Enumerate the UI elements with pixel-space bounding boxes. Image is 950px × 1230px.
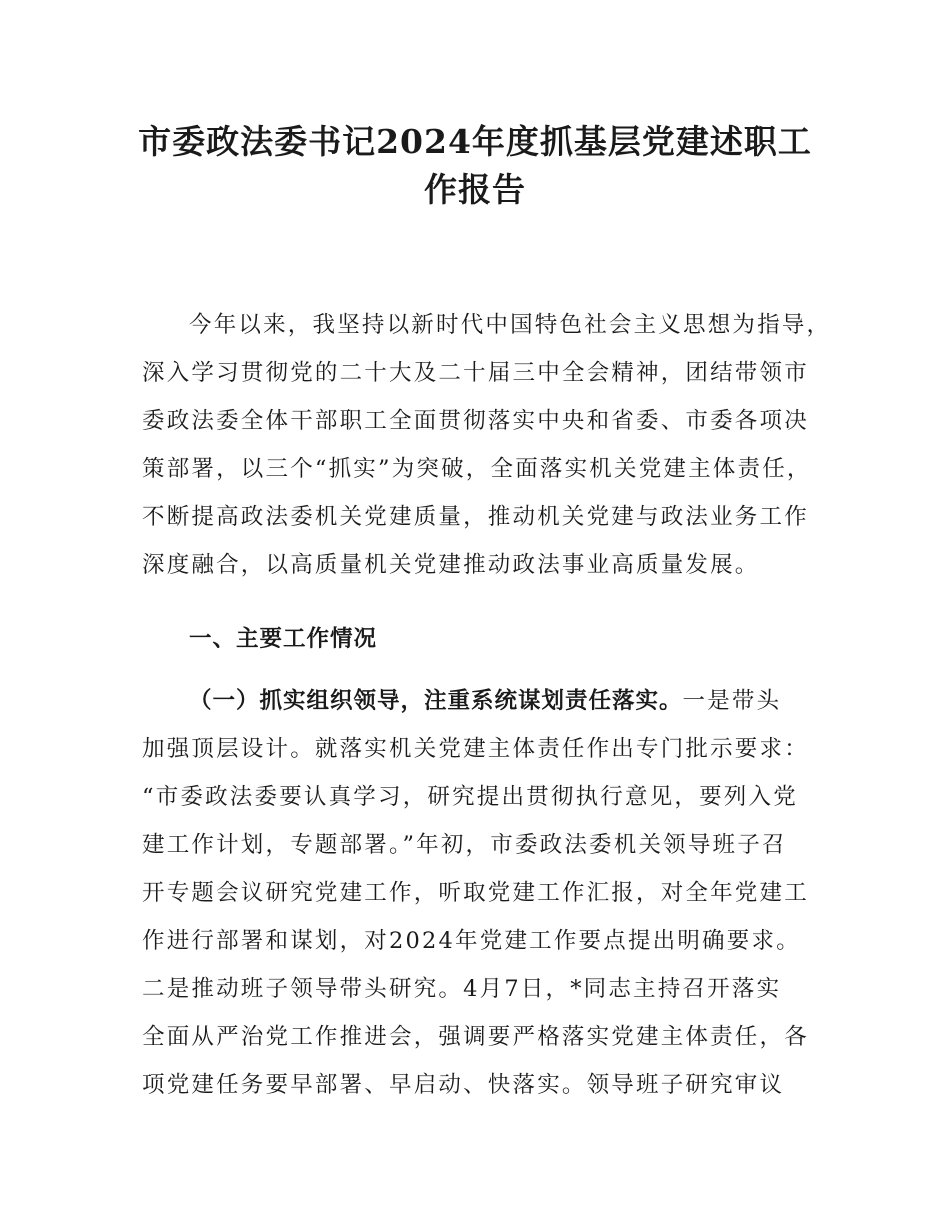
- intro-line: 深入学习贯彻党的二十大及二十届三中全会精神，团结带领市: [142, 360, 809, 386]
- body-line: 全面从严治党工作推进会，强调要严格落实党建主体责任，各: [142, 1024, 809, 1050]
- body-line: 加强顶层设计。就落实机关党建主体责任作出专门批示要求：: [142, 736, 809, 762]
- body-line: 建工作计划，专题部署。”年初，市委政法委机关领导班子召: [142, 832, 787, 858]
- intro-line: 今年以来，我坚持以新时代中国特色社会主义思想为指导，: [189, 312, 832, 338]
- sub-heading-tail: 一是带头: [682, 688, 782, 714]
- sub-heading-line: [189, 686, 781, 716]
- body-line: 二是推动班子领导带头研究。4月7日，*同志主持召开落实: [142, 976, 782, 1002]
- body-line: “市委政法委要认真学习，研究提出贯彻执行意见，要列入党: [142, 784, 798, 810]
- section-heading: 一、主要工作情况: [189, 626, 378, 652]
- body-line: 开专题会议研究党建工作，听取党建工作汇报，对全年党建工: [142, 880, 809, 906]
- intro-line: 策部署，以三个“抓实”为突破，全面落实机关党建主体责任，: [142, 456, 812, 482]
- document-title-line-2: 作报告: [424, 170, 526, 209]
- document-title-line-1: 市委政法委书记2024年度抓基层党建述职工: [138, 122, 812, 161]
- body-line: 作进行部署和谋划，对2024年党建工作要点提出明确要求。: [142, 928, 801, 954]
- intro-line: 不断提高政法委机关党建质量，推动机关党建与政法业务工作: [142, 504, 809, 530]
- body-line: 项党建任务要早部署、早启动、快落实。领导班子研究审议: [142, 1072, 785, 1098]
- sub-heading: （一）抓实组织领导，注重系统谋划责任落实。: [189, 688, 683, 714]
- intro-line: 深度融合，以高质量机关党建推动政法事业高质量发展。: [142, 552, 760, 578]
- intro-line: 委政法委全体干部职工全面贯彻落实中央和省委、市委各项决: [142, 408, 809, 434]
